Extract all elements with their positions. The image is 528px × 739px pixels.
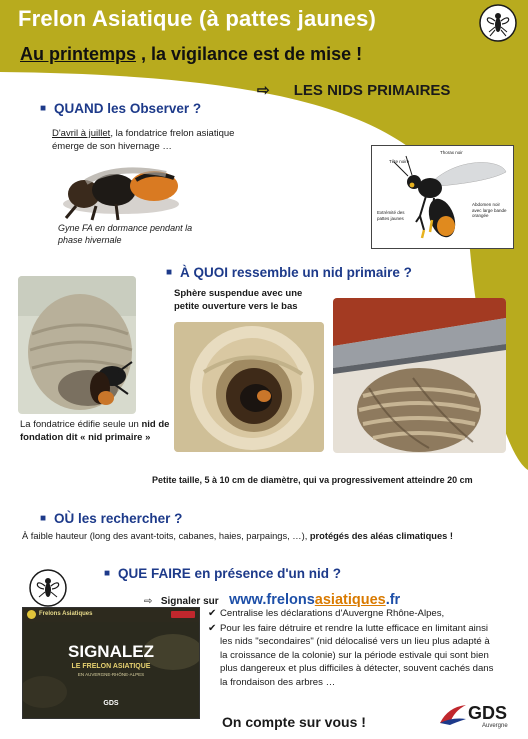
fondatrice-text: La fondatrice édifie seule un nid de fondation dit « nid primaire » <box>20 419 170 443</box>
dormant-hornet-photo <box>56 160 186 222</box>
website-cta-icon <box>171 611 195 618</box>
arrow-right-icon: ⇨ <box>257 82 270 99</box>
subtitle: Au printemps , la vigilance est de mise ! <box>20 44 363 64</box>
square-bullet-icon: ■ <box>166 267 173 278</box>
website-link[interactable]: www.frelonsasiatiques.fr <box>229 592 401 608</box>
hornet-badge-icon <box>28 568 68 608</box>
gds-logo-text: GDS <box>468 703 508 723</box>
square-bullet-icon: ■ <box>104 568 111 579</box>
quand-text: D'avril à juillet, la fondatrice frelon asiatique émerge de son hivernage … <box>52 128 235 152</box>
label-abdomen: Abdomen noir avec large bande orangée <box>472 202 507 218</box>
dormant-caption: Gyne FA en dormance pendant la phase hivernale <box>58 223 193 245</box>
checkmark-icon: ✔ <box>208 622 217 634</box>
nest-photo-roof <box>333 298 506 453</box>
nest-photo-fondatrice <box>18 276 136 414</box>
hornet-badge-icon <box>478 3 518 43</box>
website-brand: Frelons Asiatiques <box>39 611 93 617</box>
hornet-anatomy-diagram <box>371 145 514 249</box>
arrow-right-icon: ⇨ <box>144 596 153 607</box>
checkmark-icon: ✔ <box>208 608 217 619</box>
signaler-line: ⇨ Signaler sur www.frelonsasiatiques.fr <box>144 592 401 608</box>
page-title: Frelon Asiatique (à pattes jaunes) <box>18 6 377 31</box>
website-logo-icon <box>27 610 36 619</box>
section-que-faire-heading: ■ QUE FAIRE en présence d'un nid ? <box>104 566 342 581</box>
taille-text: Petite taille, 5 à 10 cm de diamètre, qui va progressivement atteindre 20 cm <box>152 475 473 485</box>
nids-primaires-heading: ⇨ LES NIDS PRIMAIRES <box>257 82 451 99</box>
square-bullet-icon: ■ <box>40 103 47 114</box>
gds-logo-icon <box>438 703 468 727</box>
square-bullet-icon: ■ <box>40 513 47 524</box>
website-screenshot <box>22 607 200 719</box>
gds-logo-region: Auvergne <box>482 723 508 729</box>
website-gds: GDS <box>103 700 119 707</box>
label-thorax: Thorax noir <box>440 150 463 155</box>
label-tete: Tête noire <box>389 159 410 164</box>
section-ou-heading: ■ OÙ les rechercher ? <box>40 511 183 526</box>
check-list <box>208 607 498 690</box>
website-sign3: EN AUVERGNE-RHÔNE-ALPES <box>77 672 145 677</box>
website-navbar <box>23 608 199 623</box>
section-quand-heading: ■ QUAND les Observer ? <box>40 101 202 116</box>
website-sign2: LE FRELON ASIATIQUE <box>71 663 151 670</box>
list-item: ✔ Pour les faire détruire et rendre la lutte efficace en limitant ainsi les nids "secondaires" (nid délocalisé vers un lieu plus adapté à la croissance de la colonie) sur la période estivale qui sont bien plus dangereux et plus difficiles à détecter, souvent cachés dans la frondaison des arbres … <box>208 622 494 688</box>
ou-text: À faible hauteur (long des avant-toits, cabanes, haies, parpaings, …), protégés des aléas climatiques ! <box>22 531 454 541</box>
footer-callout: On compte sur vous ! <box>222 714 366 730</box>
sphere-text: Sphère suspendue avec une petite ouverture vers le bas <box>174 288 303 312</box>
section-quoi-heading: ■ À QUOI ressemble un nid primaire ? <box>166 265 412 280</box>
nest-photo-opening <box>174 322 324 452</box>
list-item: ✔ Centralise les déclarations d'Auvergne Rhône-Alpes, <box>208 608 445 619</box>
label-pattes: Extrémité des pattes jaunes <box>377 210 405 221</box>
website-signalez: SIGNALEZ <box>68 642 154 661</box>
